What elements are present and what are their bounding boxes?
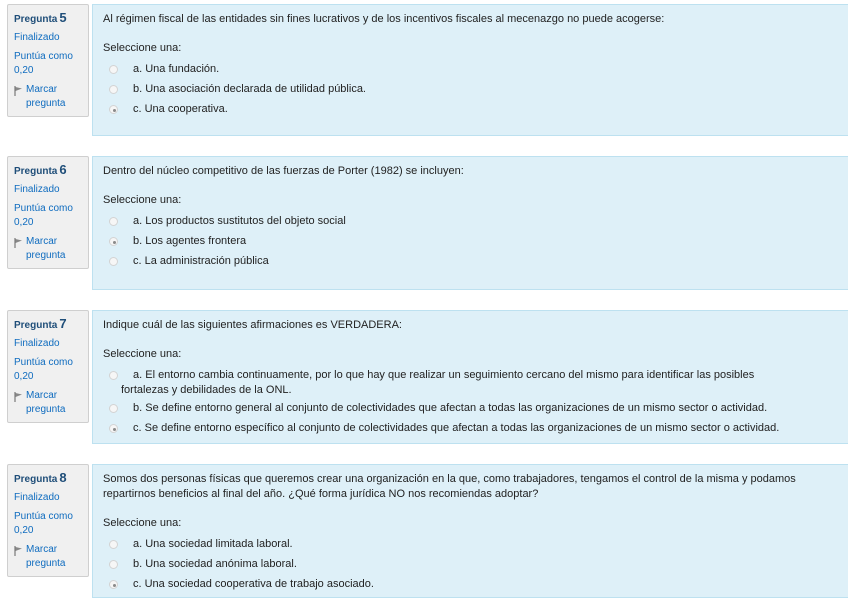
question-info	[7, 156, 89, 269]
question-grade: Puntúa como 0,20	[14, 51, 73, 76]
radio-button[interactable]	[109, 404, 118, 413]
question-state: Finalizado	[14, 183, 60, 195]
flag-question-button[interactable]: Marcar pregunta	[14, 83, 88, 110]
question-number: Pregunta 6	[14, 162, 67, 177]
question-number: Pregunta 5	[14, 10, 67, 25]
question-content	[92, 310, 848, 444]
flag-question-button[interactable]: Marcar pregunta	[14, 389, 88, 416]
answer-option[interactable]: a. El entorno cambia continuamente, por lo que hay que realizar un seguimiento cercano del mismo para identificar las posibles fortalezas y debilidades de la ONL.	[103, 365, 803, 398]
radio-button[interactable]	[109, 65, 118, 74]
question-text: Al régimen fiscal de las entidades sin fines lucrativos y de los incentivos fiscales al mecenazgo no puede acogerse:	[103, 13, 665, 25]
answer-option[interactable]: c. Se define entorno específico al conjunto de colectividades que afectan a todas las organizaciones de un mismo sector o actividad.	[103, 418, 848, 438]
radio-button[interactable]	[109, 85, 118, 94]
radio-button[interactable]	[109, 217, 118, 226]
question-state: Finalizado	[14, 31, 60, 43]
question-number: Pregunta 8	[14, 470, 67, 485]
answer-option[interactable]: b. Una sociedad anónima laboral.	[103, 554, 848, 574]
radio-button-selected[interactable]	[109, 424, 118, 433]
question-state: Finalizado	[14, 491, 60, 503]
question-text: Somos dos personas físicas que queremos crear una organización en la que, como trabajadores, tengamos el control de la misma y podamos repartirnos beneficios al final del año. ¿Qué forma jurídica NO nos recomiendas adoptar?	[103, 473, 796, 500]
radio-button[interactable]	[109, 257, 118, 266]
question-info	[7, 4, 89, 117]
flag-icon	[14, 392, 23, 402]
answer-list	[103, 211, 848, 271]
answer-prompt: Seleccione una:	[103, 42, 182, 54]
radio-button[interactable]	[109, 560, 118, 569]
flag-icon	[14, 238, 23, 248]
radio-button-selected[interactable]	[109, 237, 118, 246]
answer-prompt: Seleccione una:	[103, 517, 182, 529]
answer-list	[103, 59, 848, 119]
answer-prompt: Seleccione una:	[103, 194, 182, 206]
question-info	[7, 464, 89, 577]
answer-option[interactable]: a. Una fundación.	[103, 59, 848, 79]
question-content	[92, 156, 848, 290]
answer-option[interactable]: c. La administración pública	[103, 251, 848, 271]
flag-icon	[14, 546, 23, 556]
answer-option[interactable]: a. Los productos sustitutos del objeto social	[103, 211, 848, 231]
question-grade: Puntúa como 0,20	[14, 511, 73, 536]
radio-button-selected[interactable]	[109, 105, 118, 114]
flag-question-button[interactable]: Marcar pregunta	[14, 543, 88, 570]
question-text: Indique cuál de las siguientes afirmaciones es VERDADERA:	[103, 319, 402, 331]
question-text: Dentro del núcleo competitivo de las fuerzas de Porter (1982) se incluyen:	[103, 165, 464, 177]
answer-option[interactable]: c. Una sociedad cooperativa de trabajo asociado.	[103, 574, 848, 594]
answer-option[interactable]: a. Una sociedad limitada laboral.	[103, 534, 848, 554]
question-grade: Puntúa como 0,20	[14, 203, 73, 228]
answer-option[interactable]: b. Una asociación declarada de utilidad pública.	[103, 79, 848, 99]
flag-icon	[14, 86, 23, 96]
answer-list	[103, 534, 848, 594]
flag-question-button[interactable]: Marcar pregunta	[14, 235, 88, 262]
question-info	[7, 310, 89, 423]
question-content	[92, 464, 848, 598]
radio-button-selected[interactable]	[109, 580, 118, 589]
answer-option[interactable]: c. Una cooperativa.	[103, 99, 848, 119]
question-grade: Puntúa como 0,20	[14, 357, 73, 382]
answer-list	[103, 365, 848, 438]
answer-option[interactable]: b. Los agentes frontera	[103, 231, 848, 251]
answer-option[interactable]: b. Se define entorno general al conjunto de colectividades que afectan a todas las organizaciones de un mismo sector o actividad.	[103, 398, 848, 418]
radio-button[interactable]	[109, 371, 118, 380]
question-content	[92, 4, 848, 136]
radio-button[interactable]	[109, 540, 118, 549]
answer-prompt: Seleccione una:	[103, 348, 182, 360]
question-number: Pregunta 7	[14, 316, 67, 331]
question-state: Finalizado	[14, 337, 60, 349]
